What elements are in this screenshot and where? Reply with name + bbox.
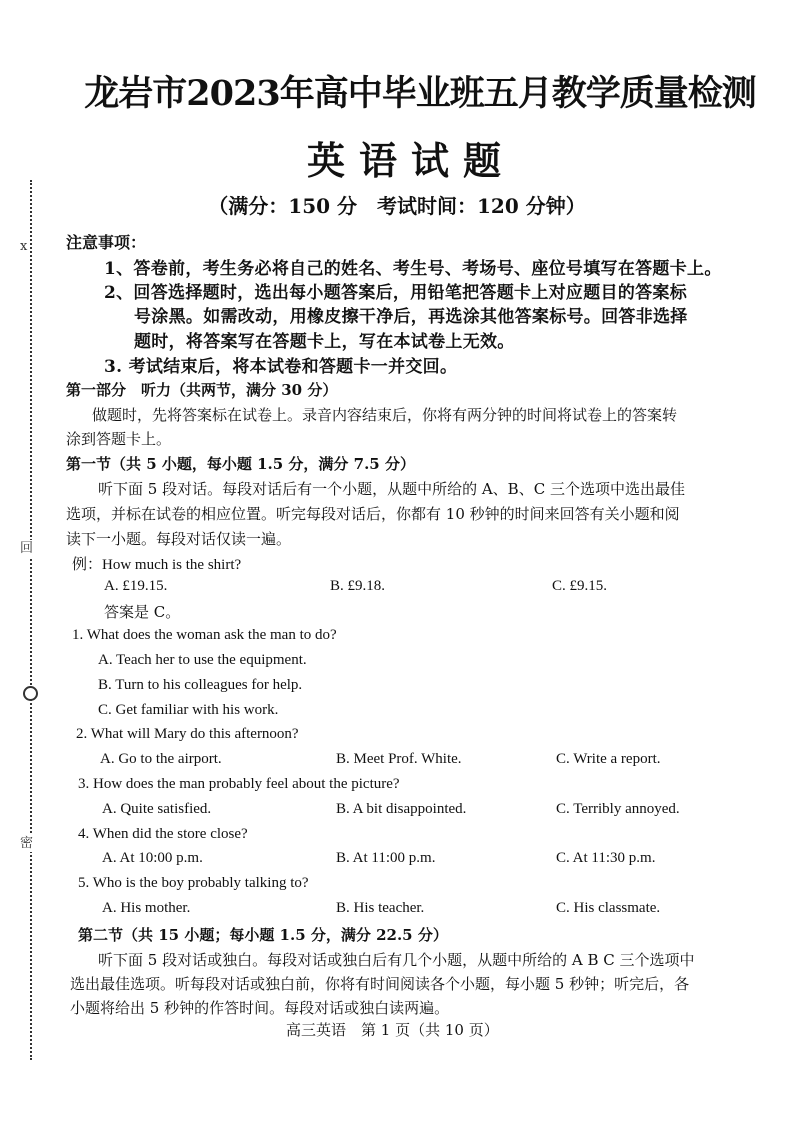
question-4-option-a: A. At 10:00 p.m. [102, 850, 203, 866]
section1-instruction-3: 读下一小题。每段对话仅读一遍。 [66, 530, 292, 548]
example-option-c: C. £9.15. [552, 578, 608, 594]
binding-mark-mi: 密 [20, 836, 34, 851]
binding-mark-hui: 回 [20, 541, 34, 556]
question-5-option-b: B. His teacher. [336, 900, 425, 916]
question-3: 3. How does the man probably feel about the picture? [78, 776, 400, 792]
question-4-option-b: B. At 11:00 p.m. [336, 850, 436, 866]
section2-instruction-1: 听下面 5 段对话或独白。每段对话或独白后有几个小题，从题中所给的 A B C 三个选项中 [98, 951, 695, 969]
note-item-3: 3. 考试结束后，将本试卷和答题卡一并交回。 [104, 357, 458, 377]
question-1-option-b: B. Turn to his colleagues for help. [98, 677, 303, 693]
example-answer: 答案是 C。 [104, 603, 181, 621]
question-5-option-a: A. His mother. [102, 900, 191, 916]
question-3-option-b: B. A bit disappointed. [336, 801, 467, 817]
question-4-option-c: C. At 11:30 p.m. [556, 850, 656, 866]
question-1-option-a: A. Teach her to use the equipment. [98, 652, 307, 668]
example-question: 例：How much is the shirt? [72, 557, 242, 573]
score-info: （满分：150 分 考试时间：120 分钟） [208, 194, 586, 218]
part1-heading: 第一部分 听力（共两节，满分 30 分） [66, 381, 338, 399]
part1-instruction-2: 涂到答题卡上。 [66, 430, 172, 448]
part1-instruction-1: 做题时，先将答案标在试卷上。录音内容结束后，你将有两分钟的时间将试卷上的答案转 [92, 406, 678, 424]
question-1-option-c: C. Get familiar with his work. [98, 702, 279, 718]
exam-title: 龙岩市2023年高中毕业班五月教学质量检测 [84, 73, 756, 114]
question-5: 5. Who is the boy probably talking to? [78, 875, 309, 891]
section2-heading: 第二节（共 15 小题；每小题 1.5 分，满分 22.5 分） [78, 926, 448, 944]
section2-instruction-3: 小题将给出 5 秒钟的作答时间。每段对话或独白读两遍。 [70, 999, 450, 1017]
notes-heading: 注意事项： [66, 233, 147, 252]
binding-hole-circle [23, 686, 38, 701]
question-2-option-c: C. Write a report. [556, 751, 661, 767]
page-footer: 高三英语 第 1 页（共 10 页） [286, 1021, 499, 1039]
section1-instruction-2: 选项，并标在试卷的相应位置。听完每段对话后，你都有 10 秒钟的时间来回答有关小题和阅 [66, 505, 680, 523]
question-3-option-a: A. Quite satisfied. [102, 801, 212, 817]
note-item-2-cont2: 题时，将答案写在答题卡上，写在本试卷上无效。 [134, 332, 515, 352]
note-item-2-cont: 号涂黑。如需改动，用橡皮擦干净后，再选涂其他答案标号。回答非选择 [134, 307, 688, 327]
section1-instruction-1: 听下面 5 段对话。每段对话后有一个小题，从题中所给的 A、B、C 三个选项中选出最佳 [98, 480, 685, 498]
section1-heading: 第一节（共 5 小题，每小题 1.5 分，满分 7.5 分） [66, 455, 415, 473]
question-3-option-c: C. Terribly annoyed. [556, 801, 680, 817]
exam-subject: 英语试题 [306, 138, 515, 183]
question-2-option-b: B. Meet Prof. White. [336, 751, 462, 767]
note-item-2: 2、回答选择题时，选出每小题答案后，用铅笔把答题卡上对应题目的答案标 [104, 283, 688, 303]
binding-mark-x: x [20, 239, 28, 254]
question-4: 4. When did the store close? [78, 826, 248, 842]
example-option-a: A. £19.15. [104, 578, 168, 594]
question-5-option-c: C. His classmate. [556, 900, 661, 916]
example-option-b: B. £9.18. [330, 578, 386, 594]
question-2: 2. What will Mary do this afternoon? [76, 726, 299, 742]
note-item-1: 1、答卷前，考生务必将自己的姓名、考生号、考场号、座位号填写在答题卡上。 [104, 259, 722, 279]
question-1: 1. What does the woman ask the man to do? [72, 627, 337, 643]
section2-instruction-2: 选出最佳选项。听每段对话或独白前，你将有时间阅读各个小题，每小题 5 秒钟；听完后，各 [70, 975, 690, 993]
binding-dotted-line [30, 180, 32, 1060]
question-2-option-a: A. Go to the airport. [100, 751, 222, 767]
